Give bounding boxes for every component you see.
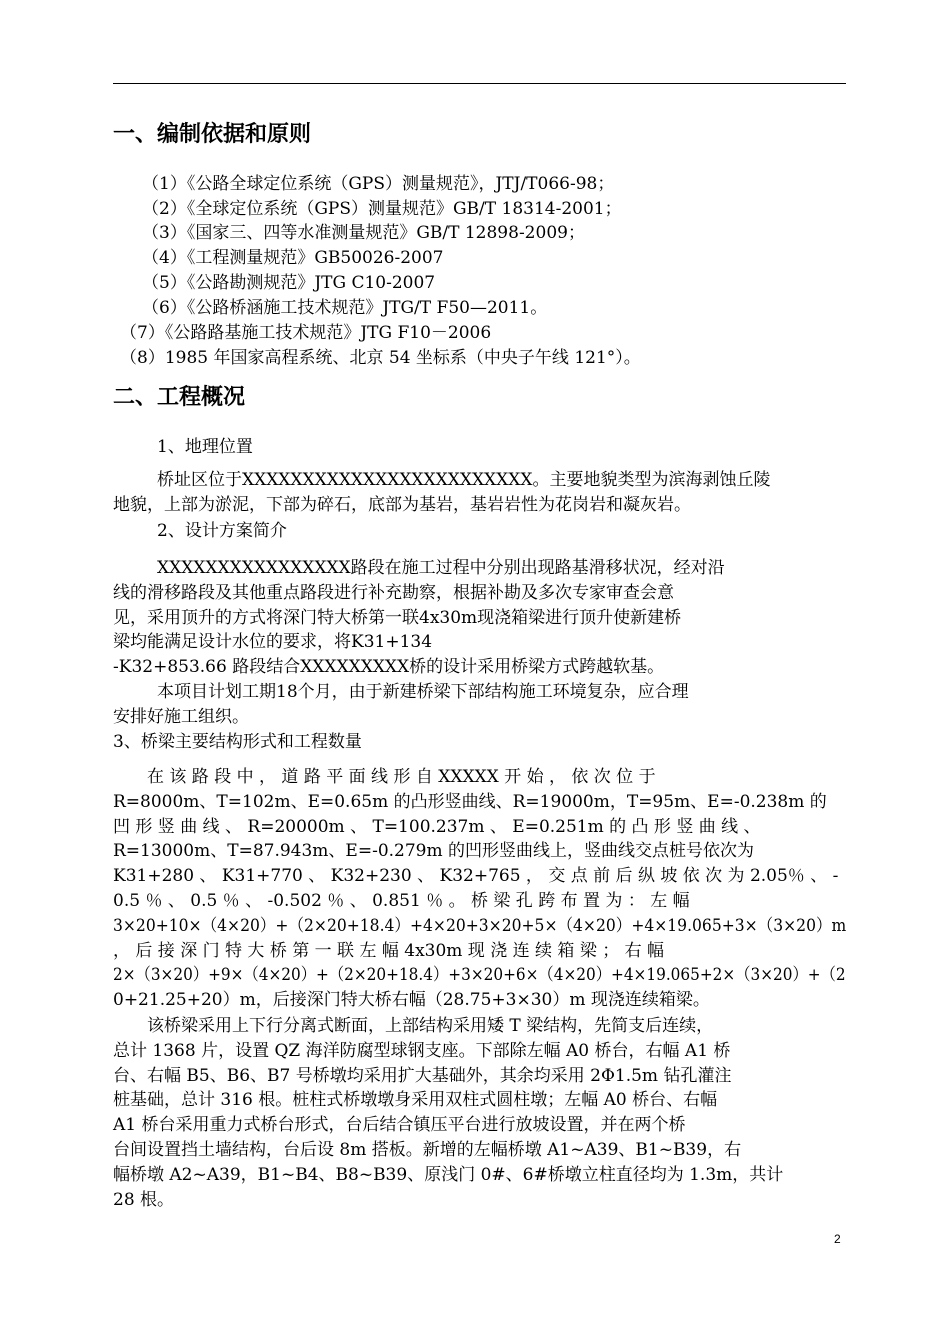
basis-item: （4）《工程测量规范》GB50026-2007 (142, 248, 444, 268)
page-number: 2 (834, 1232, 841, 1246)
section-heading-overview: 二、工程概况 (113, 385, 246, 410)
paragraph-design: XXXXXXXXXXXXXXXX路段在施工过程中分别出现路基滑移状况，经对沿 线的滑移路段及其他重点路段进行补充勘察，根据补勘及多次专家审查会意 见，采用顶升的方式将深门特大桥第一联4x30m现浇箱梁进行顶升使新建桥 梁均能满足设计水位的要求，将K31+134 -K32+853.66 路段结合XXXXXXXXX桥的设计采用桥梁方式跨越软基。 (113, 558, 725, 678)
basis-item: （7）《公路路基施工技术规范》JTG F10－2006 (120, 323, 492, 343)
basis-item: （5）《公路勘测规范》JTG C10-2007 (142, 273, 436, 293)
header-rule (113, 83, 846, 84)
basis-item: （2）《全球定位系统（GPS）测量规范》GB/T 18314-2001； (142, 199, 622, 219)
paragraph-superstructure: 该桥梁采用上下行分离式断面，上部结构采用矮 T 梁结构，先简支后连续， 总计 1368 片，设置 QZ 海洋防腐型球钢支座。下部除左幅 A0 桥台，右幅 A1 桥 台、右幅 B5、B6、B7 号桥墩均采用扩大基础外，其余均采用 2Φ1.5m 钻孔灌注 桩基础，总计 316 根。桩柱式桥墩墩身采用双柱式圆柱墩；左幅 A0 桥台、右幅 A1 桥台采用重力式桥台形式，台后结合镇压平台进行放坡设置，并在两个桥 台间设置挡土墙结构，台后设 8m 搭板。新增的左幅桥墩 A1~A39、B1~B39，右 幅桥墩 A2~A39，B1~B4、B8~B39、原浅门 0#、6#桥墩立柱直径均为 1.3m，共计 28 根。 (113, 1016, 784, 1210)
section-heading-basis: 一、编制依据和原则 (113, 122, 312, 147)
basis-item: （1）《公路全球定位系统（GPS）测量规范》，JTJ/T066-98； (142, 174, 615, 194)
subheading-location: 1、地理位置 (157, 437, 253, 457)
paragraph-alignment: 在 该 路 段 中 ， 道 路 平 面 线 形 自 XXXXX 开 始 ， 依 次 位 于 R=8000m、T=102m、E=0.65m 的凸形竖曲线、R=19000m，T=95m、E=-0.238m 的 凹 形 竖 曲 线 、 R=20000m 、 T=100.237m 、 E=0.251m 的 凸 形 竖 曲 线 、 R=13000m、T=87.943m、E=-0.279m 的凹形竖曲线上，竖曲线交点桩号依次为 K31+280 、 K31+770 、 K32+230 、 K32+765 ， 交 点 前 后 纵 坡 依 次 为 2.05％ 、 - 0.5 ％ 、 0.5 ％ 、 -0.502 ％ 、 0.851 ％ 。 桥 梁 孔 跨 布 置 为 ： 左 幅 3×20+10×（4×20）+（2×20+18.4）+4×20+3×20+5×（4×20）+4×19.065+3×（3×20）m ， 后 接 深 门 特 大 桥 第 一 联 左 幅 4x30m 现 浇 连 续 箱 梁 ； 右 幅 2×（3×20）+9×（4×20）+（2×20+18.4）+3×20+6×（4×20）+4×19.065+2×（3×20）+（2 0+21.25+20）m，后接深门特大桥右幅（28.75+3×30）m 现浇连续箱梁。 (113, 767, 847, 1011)
paragraph-location: 桥址区位于XXXXXXXXXXXXXXXXXXXXXXXX。主要地貌类型为滨海剥蚀丘陵 地貌，上部为淤泥，下部为碎石，底部为基岩，基岩岩性为花岗岩和凝灰岩。 (113, 470, 771, 515)
paragraph-schedule: 本项目计划工期18个月，由于新建桥梁下部结构施工环境复杂，应合理 安排好施工组织。 (113, 682, 689, 727)
subheading-design: 2、设计方案简介 (157, 521, 287, 541)
basis-item: （3）《国家三、四等水准测量规范》GB/T 12898-2009； (142, 223, 585, 243)
basis-item: （6）《公路桥涵施工技术规范》JTG/T F50—2011。 (142, 298, 548, 318)
subheading-structure: 3、桥梁主要结构形式和工程数量 (113, 732, 362, 752)
basis-item: （8）1985 年国家高程系统、北京 54 坐标系（中央子午线 121°）。 (120, 348, 641, 368)
